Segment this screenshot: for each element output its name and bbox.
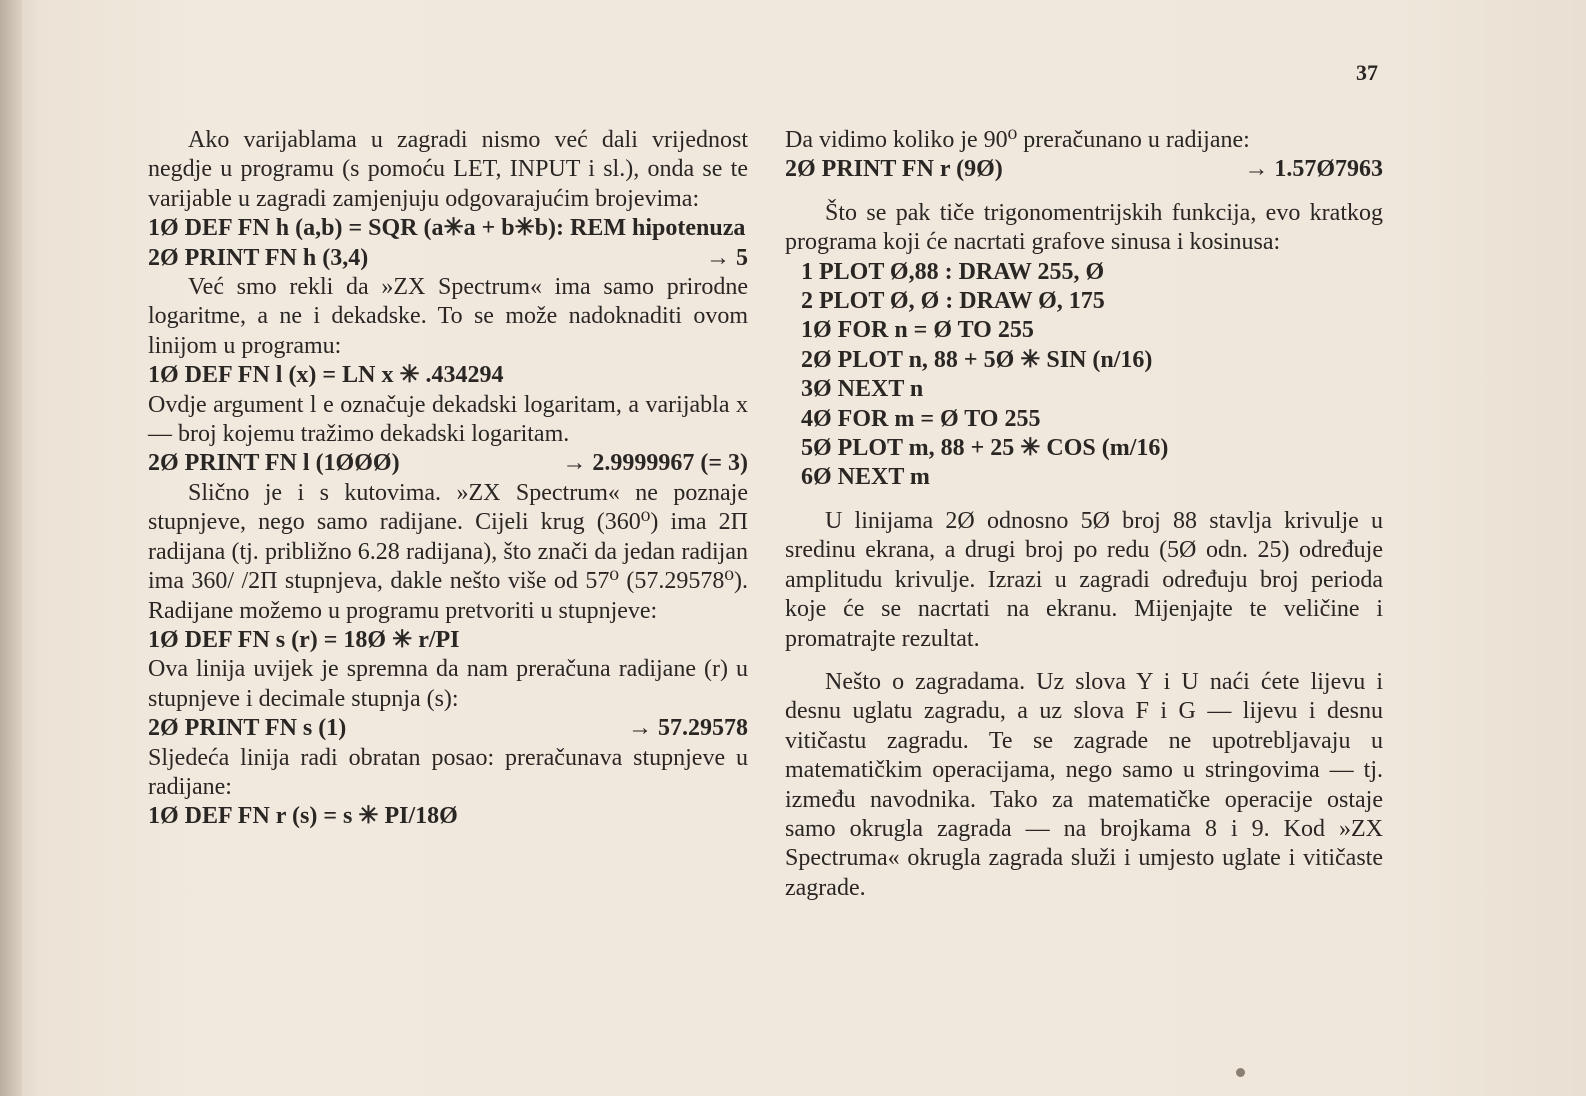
paragraph: Nešto o zagradama. Uz slova Y i U naći ćete lijevu i desnu uglatu zagradu, a uz slova F i G — lijevu i desnu vitičastu zagradu. Te se zagrade ne upotrebljavaju u matematičkim operacijama, nego samo u stringovima — tj. između navodnika. Tako za matematičke operacije ostaje samo okrugla zagrada — na brojkama 8 i 9. Kod »ZX Spectruma« okrugla zagrada služi i umjesto uglate i vitičaste zagrade. [785,668,1383,901]
program-line: 4Ø FOR m = Ø TO 255 [801,405,1041,432]
paragraph: Ova linija uvijek je spremna da nam preračuna radijane (r) u stupnjeve i decimale stupnja (s): [148,656,748,712]
program-line: 2Ø PLOT n, 88 + 5Ø ✳ SIN (n/16) [801,346,1153,373]
code-result: → 5 [706,244,748,271]
program-line: 2 PLOT Ø, Ø : DRAW Ø, 175 [801,288,1105,315]
program-line: 1 PLOT Ø,88 : DRAW 255, Ø [801,258,1105,285]
code-line: 1Ø DEF FN l (x) = LN x ✳ .434294 [148,362,504,389]
paragraph: U linijama 2Ø odnosno 5Ø broj 88 stavlja krivulje u sredinu ekrana, a drugi broj po redu (5Ø odn. 25) određuje amplitudu krivulje. Izrazi u zagradi određuju broj perioda koje će se nacrtati na ekranu. Mijenjajte te veličine i promatrajte rezultat. [785,507,1383,652]
code-line-with-result [785,155,1383,184]
program-line: 3Ø NEXT n [801,376,924,403]
code-line-with-result [148,714,748,743]
paragraph: Ovdje argument l e označuje dekadski logaritam, a varijabla x — broj kojemu tražimo dekadski logaritam. [148,391,748,448]
paragraph: Već smo rekli da »ZX Spectrum« ima samo prirodne logaritme, a ne i dekadske. To se može nadoknaditi ovom linijom u programu: [148,274,748,359]
code-line: 1Ø DEF FN r (s) = s ✳ PI/18Ø [148,803,458,830]
paragraph: Što se pak tiče trigonomentrijskih funkcija, evo kratkog programa koji će nacrtati grafove sinusa i kosinusa: [785,199,1383,256]
code-text: 2Ø PRINT FN r (9Ø) [785,156,1003,183]
paragraph: Ako varijablama u zagradi nismo već dali vrijednost negdje u programu (s pomoću LET, INPUT i sl.), onda se te varijable u zagradi zamjenjuju odgovarajućim brojevima: [148,127,748,212]
code-text: 2Ø PRINT FN h (3,4) [148,244,369,271]
code-text: 2Ø PRINT FN s (1) [148,715,347,742]
code-line: 1Ø DEF FN s (r) = 18Ø ✳ r/PI [148,626,460,653]
paragraph: Slično je i s kutovima. »ZX Spectrum« ne poznaje stupnjeve, nego samo radijane. Cijeli krug (360⁰) ima 2Π radijana (tj. približno 6.28 radijana), što znači da jedan radijan ima 360/ /2Π stupnjeva, dakle nešto više od 57⁰ (57.29578⁰). Radijane možemo u programu pretvoriti u stupnjeve: [148,479,748,624]
paragraph: Da vidimo koliko je 90⁰ preračunano u radijane: [785,127,1250,153]
program-listing [785,258,1383,493]
code-result: → 2.9999967 (= 3) [562,450,748,477]
left-column [148,126,748,832]
page-number: 37 [1356,60,1378,85]
book-gutter [0,0,22,1096]
code-line: 1Ø DEF FN h (a,b) = SQR (a✳a + b✳b): REM hipotenuza [148,215,746,242]
page-stain [1236,1068,1245,1077]
code-text: 2Ø PRINT FN l (1ØØØ) [148,450,400,477]
code-line-with-result [148,244,748,273]
program-line: 5Ø PLOT m, 88 + 25 ✳ COS (m/16) [801,435,1169,462]
right-column [785,126,1383,903]
program-line: 1Ø FOR n = Ø TO 255 [801,317,1034,344]
code-result: → 57.29578 [628,715,748,742]
code-line-with-result [148,449,748,478]
program-line: 6Ø NEXT m [801,464,930,491]
code-result: → 1.57Ø7963 [1244,156,1383,183]
paragraph: Sljedeća linija radi obratan posao: preračunava stupnjeve u radijane: [148,744,748,800]
